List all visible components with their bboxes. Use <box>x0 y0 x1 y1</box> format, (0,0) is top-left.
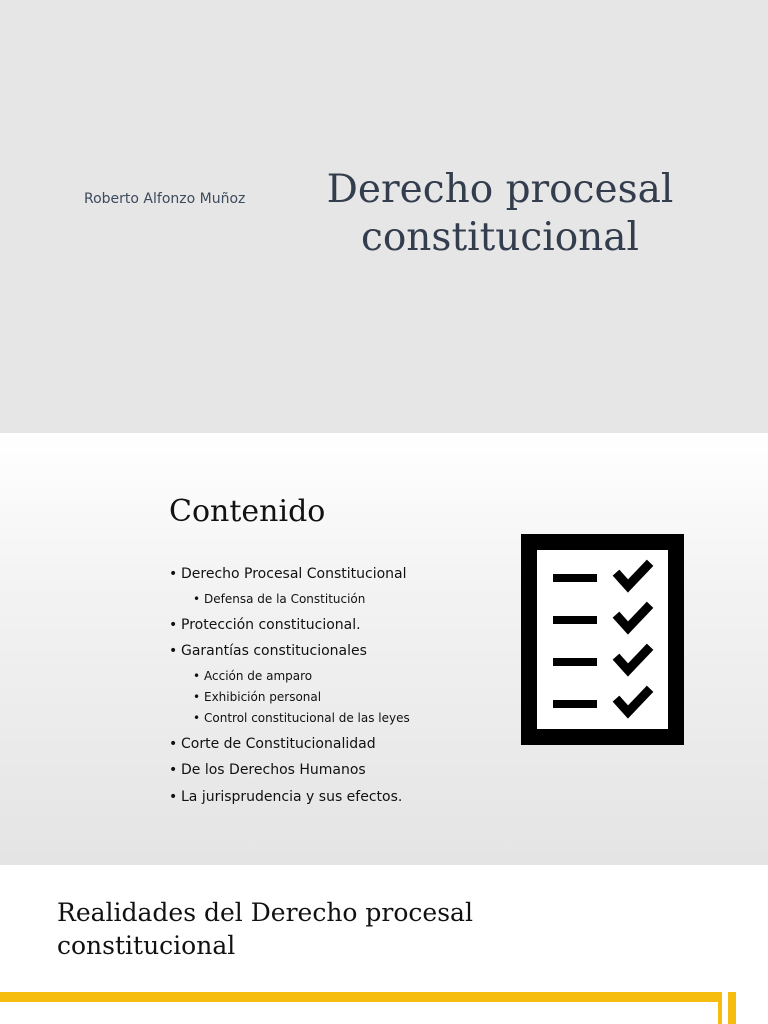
bullet: • <box>169 566 178 582</box>
accent-bar-vertical-thin <box>718 992 722 1024</box>
list-item <box>169 614 410 641</box>
bullet: • <box>193 668 201 683</box>
title-slide <box>0 0 768 433</box>
list-item-text: Corte de Constitucionalidad <box>181 735 376 752</box>
realities-slide <box>0 865 768 1024</box>
bullet: • <box>193 710 201 725</box>
bullet: • <box>193 689 201 704</box>
title-line-1: Derecho procesal <box>326 167 674 212</box>
contents-slide <box>0 433 768 865</box>
list-item-text: Exhibición personal <box>204 689 322 704</box>
sub-list-item <box>169 688 410 709</box>
sub-list-item <box>169 709 410 730</box>
bullet: • <box>169 735 178 752</box>
list-item-text: Control constitucional de las leyes <box>204 710 410 725</box>
list-item <box>169 733 410 760</box>
section-title-line-2: constitucional <box>57 931 236 960</box>
sub-list-item <box>169 667 410 688</box>
list-item-text: La jurisprudencia y sus efectos. <box>181 788 403 805</box>
list-item-text: Acción de amparo <box>204 668 313 683</box>
contents-list <box>169 563 410 812</box>
list-item <box>169 786 410 813</box>
bullet: • <box>169 788 178 805</box>
section-title-line-1: Realidades del Derecho procesal <box>57 898 473 927</box>
section-title <box>57 896 487 962</box>
list-item <box>169 640 410 667</box>
presentation-title <box>316 166 684 262</box>
bullet: • <box>193 591 201 606</box>
list-item <box>169 759 410 786</box>
bullet: • <box>169 762 178 778</box>
accent-bar-vertical-thick <box>728 992 736 1024</box>
list-item-text: Defensa de la Constitución <box>204 591 366 606</box>
title-line-2: constitucional <box>360 215 640 260</box>
accent-bar-horizontal <box>0 992 718 1002</box>
list-item-text: Derecho Procesal Constitucional <box>181 566 407 582</box>
bullet: • <box>169 616 178 633</box>
bullet: • <box>169 643 178 659</box>
contents-title: Contenido <box>169 494 326 529</box>
list-item-text: De los Derechos Humanos <box>181 762 366 778</box>
list-item <box>169 563 410 590</box>
checklist-icon <box>521 534 684 745</box>
list-item-text: Protección constitucional. <box>181 616 361 633</box>
list-item-text: Garantías constitucionales <box>181 643 367 659</box>
sub-list-item <box>169 590 410 611</box>
author-name: Roberto Alfonzo Muñoz <box>84 191 246 207</box>
